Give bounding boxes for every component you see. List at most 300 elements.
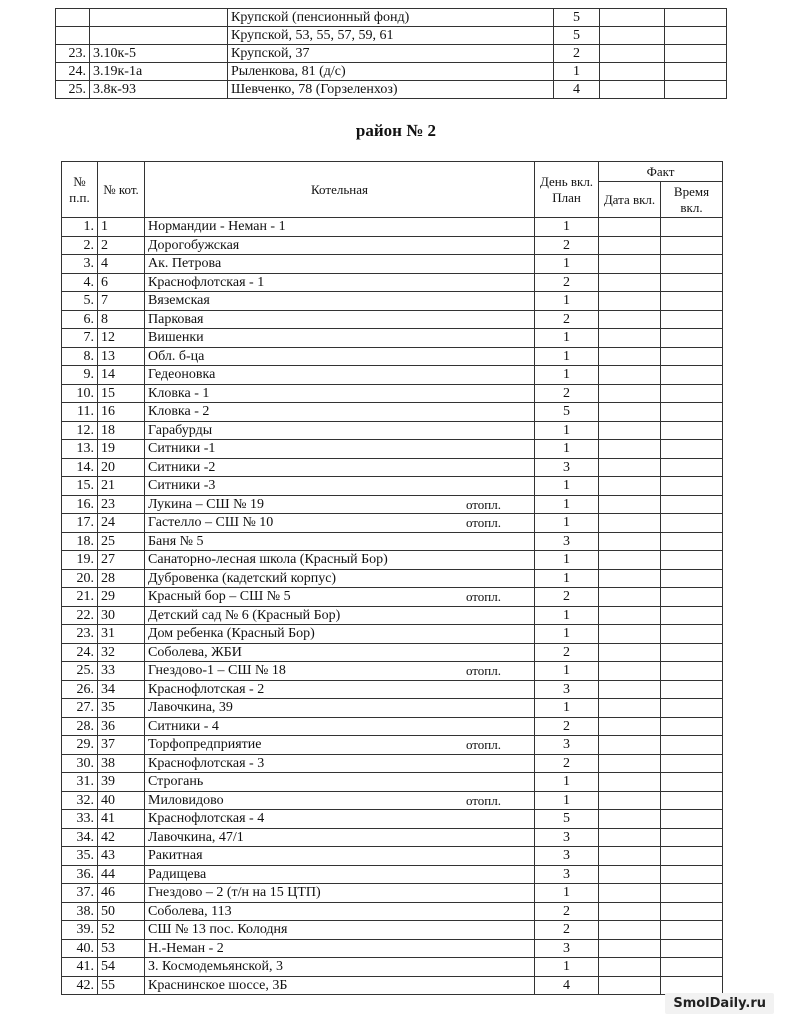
boiler-name: Лавочкина, 39 [148,700,233,716]
boiler-name: Вяземская [148,293,210,309]
fact-date [599,588,661,607]
heating-note: отопл. [465,496,501,512]
fact-time [661,902,723,921]
fact-date [599,754,661,773]
boiler-name: Краснофлотская - 2 [148,681,265,697]
fact-time [661,699,723,718]
fact-date [599,255,661,274]
boiler-number: 20 [98,458,145,477]
row-number: 28. [62,717,98,736]
table-row [62,384,723,403]
boiler-number: 33 [98,662,145,681]
fact-date [599,606,661,625]
boiler-name: Красный бор – СШ № 5 [148,589,291,605]
fact-date [599,810,661,829]
row-number: 20. [62,569,98,588]
fact-time [661,828,723,847]
fact-time [661,643,723,662]
fact-date [599,791,661,810]
boiler-number: 55 [98,976,145,995]
row-number: 11. [62,403,98,422]
watermark: SmolDaily.ru [665,993,774,1014]
boiler-name-cell [145,791,535,810]
fact-time [661,884,723,903]
boiler-name: Лукина – СШ № 19 [148,496,264,512]
plan-day: 5 [554,27,600,45]
boiler-name: Парковая [148,311,204,327]
plan-day: 1 [535,495,599,514]
boiler-name: Крупской (пенсионный фонд) [228,9,554,27]
fact-time [661,495,723,514]
fact-time [661,736,723,755]
plan-day: 3 [535,680,599,699]
row-number: 8. [62,347,98,366]
boiler-name: Н.-Неман - 2 [148,940,224,956]
row-number: 1. [62,218,98,237]
table-row [62,902,723,921]
heating-note: отопл. [465,792,501,808]
table-row [62,292,723,311]
plan-day: 1 [535,477,599,496]
boiler-number: 21 [98,477,145,496]
boiler-number [90,9,228,27]
table-row [56,9,727,27]
fact-time [661,366,723,385]
row-number: 7. [62,329,98,348]
fact-time [661,347,723,366]
fact-time [661,976,723,995]
boiler-name-cell [145,699,535,718]
plan-day: 4 [554,81,600,99]
plan-day: 1 [535,440,599,459]
row-number: 33. [62,810,98,829]
table-row [62,440,723,459]
row-number: 41. [62,958,98,977]
row-number: 23. [56,45,90,63]
plan-day: 1 [535,884,599,903]
plan-day: 3 [535,828,599,847]
fact-date [599,403,661,422]
fact-time [661,791,723,810]
boiler-name-cell [145,458,535,477]
plan-day: 2 [535,588,599,607]
fact-time [665,63,727,81]
table-row [56,27,727,45]
fact-time [661,440,723,459]
boiler-name: Нормандии - Неман - 1 [148,219,286,235]
boiler-name: Ак. Петрова [148,256,222,272]
boiler-name-cell [145,477,535,496]
fact-time [661,458,723,477]
row-number: 18. [62,532,98,551]
fact-date [599,921,661,940]
boiler-number: 23 [98,495,145,514]
fact-time [661,606,723,625]
boiler-name: Дом ребенка (Красный Бор) [148,626,315,642]
fact-time [661,236,723,255]
row-number: 9. [62,366,98,385]
fact-time [661,532,723,551]
boiler-name: Краснофлотская - 3 [148,755,265,771]
plan-day: 1 [535,514,599,533]
previous-district-table [55,8,727,99]
boiler-name-cell [145,754,535,773]
fact-date [599,310,661,329]
boiler-number: 44 [98,865,145,884]
table-row [62,958,723,977]
table-row [62,865,723,884]
plan-day: 1 [535,791,599,810]
table-row [62,828,723,847]
row-number [56,27,90,45]
table-row [62,754,723,773]
table-row [62,514,723,533]
boiler-name: Соболева, ЖБИ [148,644,242,660]
boiler-number: 8 [98,310,145,329]
boiler-number: 34 [98,680,145,699]
plan-day: 4 [535,976,599,995]
boiler-number: 40 [98,791,145,810]
table-row [62,477,723,496]
table-row [62,551,723,570]
fact-time [661,921,723,940]
row-number: 23. [62,625,98,644]
boiler-name-cell [145,902,535,921]
plan-day: 2 [535,921,599,940]
boiler-name: СШ № 13 пос. Колодня [148,922,288,938]
row-number: 15. [62,477,98,496]
boiler-name: Ситники -3 [148,478,216,494]
boiler-name-cell [145,828,535,847]
boiler-number: 27 [98,551,145,570]
boiler-number: 43 [98,847,145,866]
header-num: № п.п. [62,162,98,218]
boiler-name: Кловка - 2 [148,404,210,420]
plan-day: 1 [535,347,599,366]
boiler-name: Кловка - 1 [148,385,210,401]
boiler-number: 25 [98,532,145,551]
fact-date [599,551,661,570]
boiler-name: З. Космодемьянской, 3 [148,959,283,975]
row-number: 19. [62,551,98,570]
row-number: 3. [62,255,98,274]
boiler-number: 3.10к-5 [90,45,228,63]
table-row [62,791,723,810]
boiler-name: Соболева, 113 [148,903,232,919]
boiler-name-cell [145,218,535,237]
boiler-name-cell [145,347,535,366]
fact-date [599,569,661,588]
fact-date [599,773,661,792]
fact-time [665,27,727,45]
fact-date [599,662,661,681]
boiler-name-cell [145,939,535,958]
boiler-name-cell [145,255,535,274]
table-row [62,403,723,422]
table-row [62,495,723,514]
boiler-number: 7 [98,292,145,311]
boiler-name: Гнездово-1 – СШ № 18 [148,663,286,679]
fact-date [599,495,661,514]
boiler-name-cell [145,551,535,570]
boiler-number: 38 [98,754,145,773]
fact-date [599,440,661,459]
boiler-number: 28 [98,569,145,588]
boiler-name-cell [145,236,535,255]
header-fact: Факт [599,162,723,182]
boiler-number: 36 [98,717,145,736]
boiler-number: 15 [98,384,145,403]
boiler-name: Рыленкова, 81 (д/с) [228,63,554,81]
boiler-number: 24 [98,514,145,533]
fact-date [599,329,661,348]
table-row [56,63,727,81]
table-row [62,717,723,736]
fact-time [661,680,723,699]
plan-day: 1 [554,63,600,81]
plan-day: 1 [535,551,599,570]
fact-date [599,236,661,255]
row-number: 10. [62,384,98,403]
boiler-name: Детский сад № 6 (Красный Бор) [148,607,341,623]
fact-date [600,81,665,99]
boiler-name: Санаторно-лесная школа (Красный Бор) [148,552,388,568]
boiler-number: 14 [98,366,145,385]
previous-district-rows [56,9,727,99]
fact-date [600,63,665,81]
plan-day: 1 [535,625,599,644]
header-kot: № кот. [98,162,145,218]
plan-day: 1 [535,218,599,237]
fact-date [600,27,665,45]
boiler-number: 31 [98,625,145,644]
boiler-name-cell [145,884,535,903]
boiler-name: Дорогобужская [148,237,240,253]
boiler-name-cell [145,384,535,403]
row-number: 4. [62,273,98,292]
boiler-name: Крупской, 53, 55, 57, 59, 61 [228,27,554,45]
boiler-name-cell [145,310,535,329]
fact-date [599,421,661,440]
boiler-name-cell [145,810,535,829]
heating-note: отопл. [465,663,501,679]
row-number: 17. [62,514,98,533]
table-row [62,810,723,829]
boiler-schedule-table [61,161,723,995]
boiler-number: 39 [98,773,145,792]
boiler-name-cell [145,366,535,385]
boiler-name-cell [145,292,535,311]
fact-date [599,736,661,755]
row-number: 38. [62,902,98,921]
boiler-name: Торфопредприятие [148,737,262,753]
row-number: 25. [62,662,98,681]
boiler-number: 13 [98,347,145,366]
row-number: 25. [56,81,90,99]
row-number: 21. [62,588,98,607]
boiler-name-cell [145,717,535,736]
fact-time [661,717,723,736]
table-row [62,310,723,329]
table-row [62,662,723,681]
fact-time [661,403,723,422]
row-number: 42. [62,976,98,995]
row-number: 29. [62,736,98,755]
boiler-name: Краснофлотская - 4 [148,811,265,827]
table-row [62,773,723,792]
plan-day: 2 [535,902,599,921]
plan-day: 1 [535,958,599,977]
plan-day: 2 [535,273,599,292]
row-number: 27. [62,699,98,718]
fact-date [599,939,661,958]
row-number: 14. [62,458,98,477]
plan-day: 5 [535,810,599,829]
fact-date [600,9,665,27]
boiler-name-cell [145,273,535,292]
table-row [62,921,723,940]
fact-date [599,273,661,292]
district-title: район № 2 [355,121,437,140]
fact-date [599,218,661,237]
plan-day: 2 [535,384,599,403]
fact-date [599,514,661,533]
table-row [62,625,723,644]
fact-date [599,717,661,736]
table-row [62,458,723,477]
fact-date [599,532,661,551]
boiler-number: 30 [98,606,145,625]
fact-time [661,514,723,533]
fact-time [665,81,727,99]
fact-time [665,45,727,63]
boiler-number: 3.19к-1а [90,63,228,81]
plan-day: 1 [535,366,599,385]
boiler-name-cell [145,921,535,940]
boiler-name-cell [145,625,535,644]
boiler-number: 50 [98,902,145,921]
fact-time [661,310,723,329]
plan-day: 1 [535,329,599,348]
fact-date [599,366,661,385]
row-number: 36. [62,865,98,884]
boiler-number: 46 [98,884,145,903]
plan-day: 1 [535,699,599,718]
fact-date [599,847,661,866]
boiler-name: Ситники -2 [148,459,216,475]
table-row [62,329,723,348]
fact-time [661,329,723,348]
boiler-number: 35 [98,699,145,718]
row-number: 2. [62,236,98,255]
boiler-name-cell [145,847,535,866]
boiler-name: Баня № 5 [148,533,204,549]
fact-time [661,255,723,274]
boiler-name: Ситники - 4 [148,718,219,734]
fact-time [661,273,723,292]
boiler-number: 41 [98,810,145,829]
row-number: 16. [62,495,98,514]
boiler-name-cell [145,643,535,662]
row-number: 12. [62,421,98,440]
fact-date [599,292,661,311]
plan-day: 3 [535,847,599,866]
plan-day: 1 [535,773,599,792]
plan-day: 1 [535,606,599,625]
boiler-number: 2 [98,236,145,255]
fact-time [661,588,723,607]
fact-date [599,477,661,496]
table-row [62,273,723,292]
row-number: 5. [62,292,98,311]
fact-date [599,458,661,477]
table-row [56,45,727,63]
fact-time [661,384,723,403]
boiler-number: 3.8к-93 [90,81,228,99]
plan-day: 5 [554,9,600,27]
boiler-number: 52 [98,921,145,940]
header-time: Время вкл. [661,182,723,218]
row-number: 32. [62,791,98,810]
boiler-number: 54 [98,958,145,977]
plan-day: 3 [535,865,599,884]
table-row [62,236,723,255]
boiler-name: Крупской, 37 [228,45,554,63]
plan-day: 1 [535,292,599,311]
boiler-name-cell [145,421,535,440]
boiler-number: 18 [98,421,145,440]
fact-time [665,9,727,27]
table-row [62,421,723,440]
boiler-name-cell [145,403,535,422]
boiler-name: Обл. б-ца [148,348,205,364]
fact-date [599,699,661,718]
boiler-name-cell [145,329,535,348]
table-row [62,366,723,385]
plan-day: 1 [535,421,599,440]
plan-day: 2 [535,310,599,329]
heating-note: отопл. [465,737,501,753]
boiler-name-cell [145,440,535,459]
boiler-name: Гарабурды [148,422,213,438]
boiler-name-cell [145,495,535,514]
table-row [62,569,723,588]
boiler-name-cell [145,958,535,977]
row-number: 24. [62,643,98,662]
plan-day: 2 [535,717,599,736]
boiler-number: 29 [98,588,145,607]
row-number: 24. [56,63,90,81]
fact-time [661,939,723,958]
fact-time [661,421,723,440]
boiler-number [90,27,228,45]
boiler-number: 32 [98,643,145,662]
boiler-name: Ракитная [148,848,203,864]
boiler-number: 4 [98,255,145,274]
boiler-name: Шевченко, 78 (Горзеленхоз) [228,81,554,99]
boiler-name: Краснофлотская - 1 [148,274,265,290]
boiler-number: 6 [98,273,145,292]
fact-date [599,902,661,921]
plan-day: 3 [535,532,599,551]
plan-day: 5 [535,403,599,422]
fact-date [600,45,665,63]
table-row [62,643,723,662]
fact-time [661,551,723,570]
fact-time [661,569,723,588]
fact-date [599,347,661,366]
table-row [62,532,723,551]
